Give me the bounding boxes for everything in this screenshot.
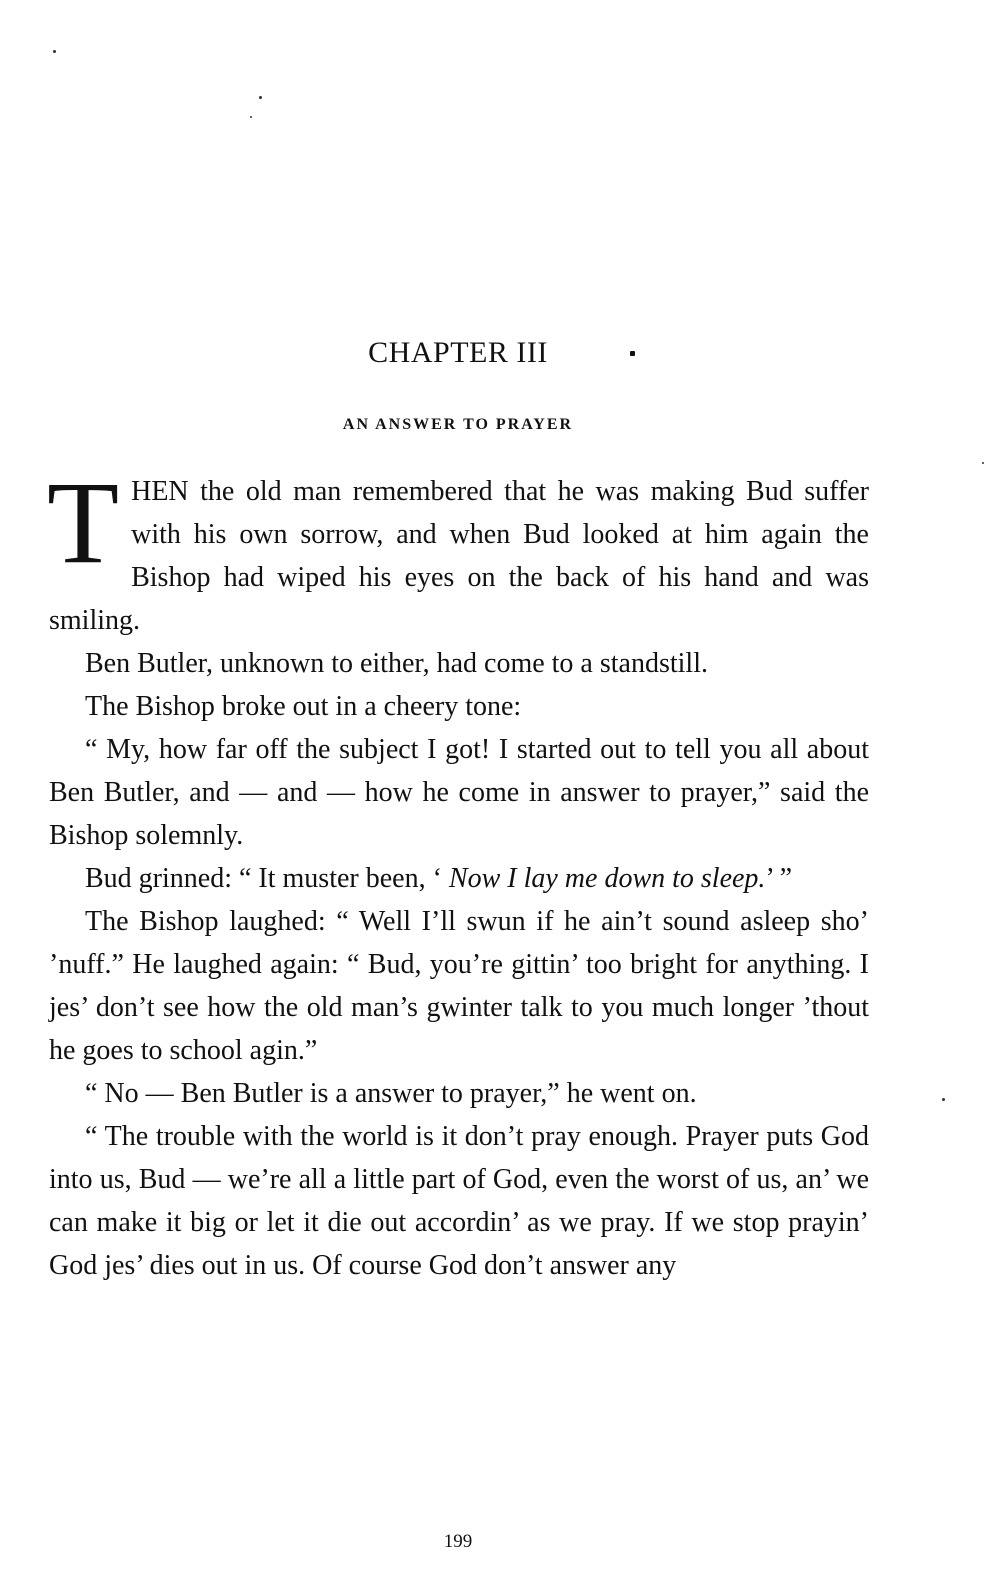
paragraph: The Bishop broke out in a cheery tone: [85, 691, 522, 722]
drop-cap: T [47, 457, 120, 588]
paragraph: “ The trouble with the world is it don’t pray enough. Prayer puts God into us, Bud — we’re all a little part of God, even the worst of us, an’ we can make it big or let it die out accordin’ as we pray. If we stop prayin’ God jes’ dies out in us. Of course God don’t answer any [49, 1121, 869, 1281]
italic-quote: Now I lay me down to sleep. [448, 863, 766, 894]
chapter-title-ornament [630, 351, 635, 356]
paragraph: The Bishop laughed: “ Well I’ll swun if he ain’t sound asleep sho’ ’nuff.” He laughed again: “ Bud, you’re gittin’ too bright for anything. I jes’ don’t see how the old man’s gwinter talk to you much longer ’thout he goes to school agin.” [49, 906, 869, 1066]
paragraph: “ My, how far off the subject I got! I started out to tell you all about Ben Butler, and — and — how he come in answer to prayer,” said the Bishop solemnly. [49, 734, 869, 851]
paragraph-text: ’ ” [765, 863, 793, 894]
chapter-body [47, 457, 869, 1287]
page-number: 199 [443, 1531, 473, 1552]
chapter-subtitle: AN ANSWER TO PRAYER [342, 416, 574, 433]
paragraph [49, 857, 869, 900]
scan-speck [250, 116, 252, 118]
paragraph-text: the old man remembered that he was making Bud suffer with his own sorrow, and when Bud looked at him again the Bishop had wiped his eyes on the back of his hand and was smiling. [49, 476, 869, 636]
paragraph [47, 457, 869, 642]
scan-speck [982, 462, 984, 464]
scan-speck [53, 50, 56, 53]
scan-speck [259, 96, 262, 99]
chapter-title: CHAPTER III [368, 336, 548, 369]
paragraph-lead: HEN [131, 476, 189, 507]
scan-speck [942, 1098, 945, 1101]
paragraph-text: Bud grinned: “ It muster been, ‘ [85, 863, 449, 894]
paragraph: Ben Butler, unknown to either, had come to a standstill. [85, 648, 708, 679]
paragraph: “ No — Ben Butler is a answer to prayer,” he went on. [85, 1078, 697, 1109]
